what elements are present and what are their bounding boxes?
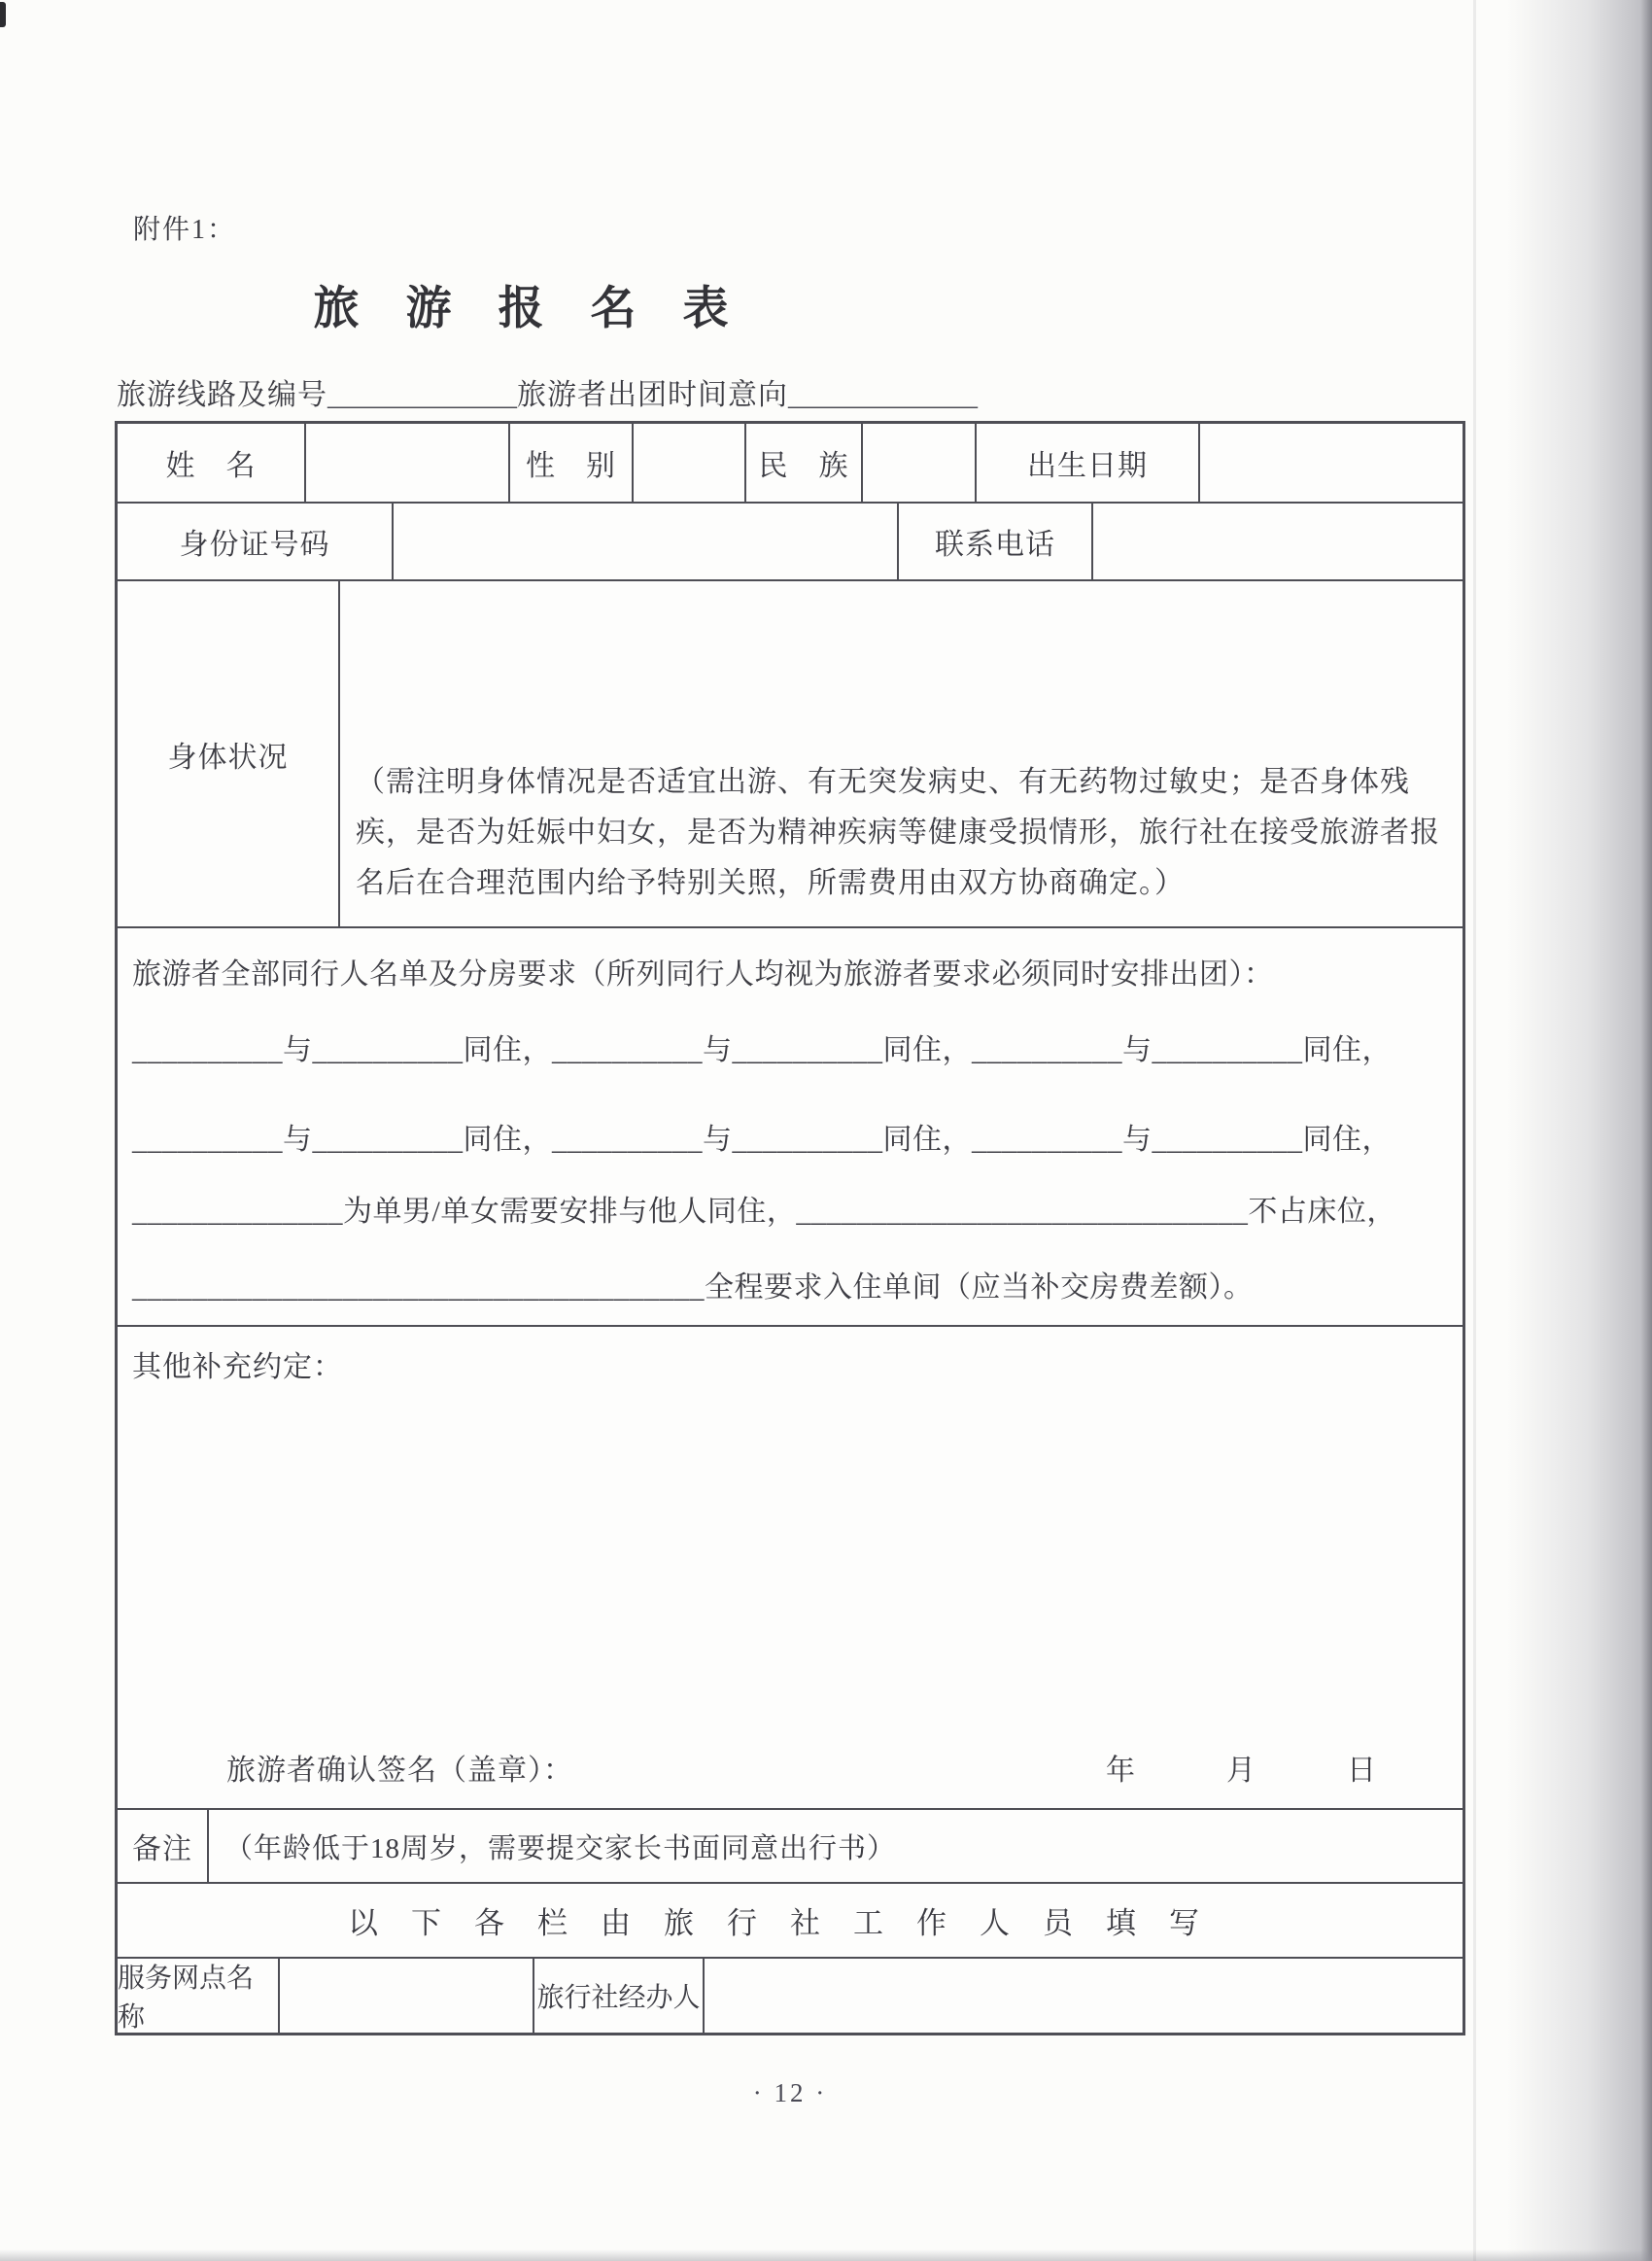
id-number-label: 身份证号码 bbox=[179, 529, 330, 561]
birthdate-value-cell bbox=[1198, 424, 1463, 502]
birthdate-label: 出生日期 bbox=[975, 424, 1198, 502]
staff-section-heading: 以下各栏由旅行社工作人员填写 bbox=[348, 1906, 1232, 1940]
companions-room-line-2: __________与__________同住，__________与__________同住，__________与__________同住， bbox=[132, 1124, 1392, 1156]
health-status-note-cell bbox=[338, 581, 1463, 926]
branch-agent-row bbox=[118, 1957, 1463, 2033]
single-traveler-line: ______________为单男/单女需要安排与他人同住，______________________________不占床位， bbox=[132, 1196, 1396, 1228]
branch-name-value-cell bbox=[278, 1959, 533, 2033]
single-room-line: ______________________________________全程要求入住单间（应当补交房费差额）。 bbox=[132, 1271, 1254, 1304]
registration-form-table bbox=[115, 421, 1465, 2035]
gender-label: 性 别 bbox=[508, 424, 632, 502]
departure-blank-field: _____________ bbox=[788, 379, 978, 411]
id-phone-row bbox=[118, 502, 1463, 579]
route-label: 旅游线路及编号 bbox=[117, 379, 327, 411]
route-departure-line bbox=[117, 370, 978, 413]
companions-room-line-1: __________与__________同住，__________与__________同住，__________与__________同住， bbox=[132, 1034, 1392, 1066]
attachment-label: 附件1： bbox=[133, 215, 237, 245]
other-agreements-section bbox=[118, 1325, 1463, 1808]
health-status-label: 身体状况 bbox=[167, 741, 289, 774]
date-fields: 年 月 日 bbox=[1106, 1755, 1377, 1787]
agent-value-cell bbox=[703, 1959, 1463, 2033]
name-label: 姓 名 bbox=[165, 450, 257, 482]
companions-section bbox=[118, 926, 1463, 1325]
remarks-label: 备注 bbox=[132, 1833, 192, 1865]
scan-edge-shadow-bottom bbox=[0, 2249, 1652, 2261]
health-status-note: （需注明身体情况是否适宜出游、有无突发病史、有无药物过敏史；是否身体残疾，是否为妊娠中妇女，是否为精神疾病等健康受损情形，旅行社在接受旅游者报名后在合理范围内给予特别关照，所需费用由双方协商确定。） bbox=[356, 766, 1440, 899]
route-blank-field: _____________ bbox=[327, 379, 517, 411]
ethnicity-value-cell bbox=[861, 424, 975, 502]
basic-info-row bbox=[118, 424, 1463, 502]
remarks-content: （年龄低于18周岁，需要提交家长书面同意出行书） bbox=[207, 1810, 1463, 1882]
form-title: 旅游报名表 bbox=[313, 282, 775, 333]
remarks-row bbox=[118, 1808, 1463, 1882]
departure-label: 旅游者出团时间意向 bbox=[517, 379, 788, 411]
id-number-value-cell bbox=[392, 504, 897, 579]
agent-label: 旅行社经办人 bbox=[533, 1959, 703, 2033]
staff-section-row bbox=[118, 1882, 1463, 1957]
ethnicity-label: 民 族 bbox=[744, 424, 861, 502]
companions-heading: 旅游者全部同行人名单及分房要求（所列同行人均视为旅游者要求必须同时安排出团）： bbox=[132, 958, 1274, 991]
contact-phone-label: 联系电话 bbox=[897, 504, 1091, 579]
name-value-cell bbox=[304, 424, 508, 502]
health-status-row bbox=[118, 579, 1463, 926]
contact-phone-value-cell bbox=[1091, 504, 1463, 579]
scan-edge-shadow-right bbox=[1506, 0, 1652, 2261]
signature-label: 旅游者确认签名（盖章）： bbox=[226, 1755, 573, 1787]
page-number: · 12 · bbox=[752, 2078, 828, 2107]
other-agreements-label: 其他补充约定： bbox=[132, 1351, 343, 1383]
scan-corner-speck bbox=[0, 2, 6, 27]
gender-value-cell bbox=[632, 424, 744, 502]
signature-line bbox=[118, 1746, 1463, 1789]
scan-fold-line bbox=[1473, 0, 1476, 2261]
form-title-wrap bbox=[115, 272, 974, 337]
branch-name-label: 服务网点名称 bbox=[118, 1964, 255, 2033]
